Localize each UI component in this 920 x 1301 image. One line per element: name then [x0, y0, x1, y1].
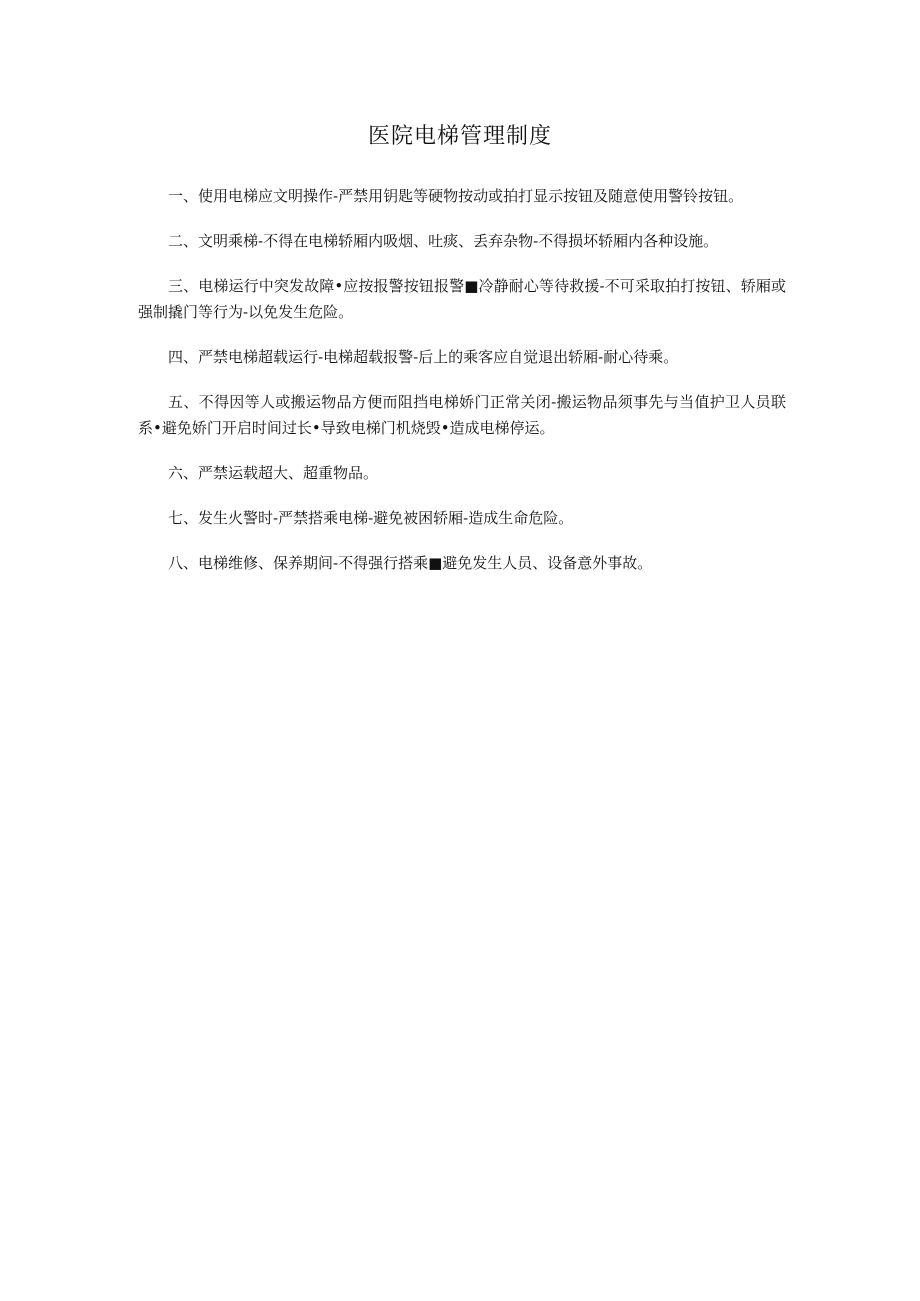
rule-item-8: 八、电梯维修、保养期间-不得强行搭乘■避免发生人员、设备意外事故。 [168, 554, 653, 572]
rule-item-4: 四、严禁电梯超载运行-电梯超载报警-后上的乘客应自觉退出轿厢-耐心待乘。 [168, 348, 679, 366]
rule-item-3: 三、电梯运行中突发故障•应按报警按钮报警■冷静耐心等待救援-不可采取拍打按钮、轿厢或强制撬门等行为-以免发生危险。 [138, 277, 786, 321]
rule-item-2: 二、文明乘梯-不得在电梯轿厢内吸烟、吐痰、丢弃杂物-不得损坏轿厢内各种设施。 [168, 232, 719, 250]
rules-list [138, 183, 786, 595]
document-title: 医院电梯管理制度 [367, 124, 552, 149]
rule-item-6: 六、严禁运载超大、超重物品。 [168, 464, 379, 482]
rule-item-7: 七、发生火警时-严禁搭乘电梯-避免被困轿厢-造成生命危险。 [168, 509, 574, 527]
rule-item-5: 五、不得因等人或搬运物品方便而阻挡电梯娇门正常关闭-搬运物品须事先与当值护卫人员联系•避免娇门开启时间过长•导致电梯门机烧毁•造成电梯停运。 [138, 393, 786, 437]
rule-item-1: 一、使用电梯应文明操作-严禁用钥匙等硬物按动或拍打显示按钮及随意使用警铃按钮。 [168, 187, 744, 205]
